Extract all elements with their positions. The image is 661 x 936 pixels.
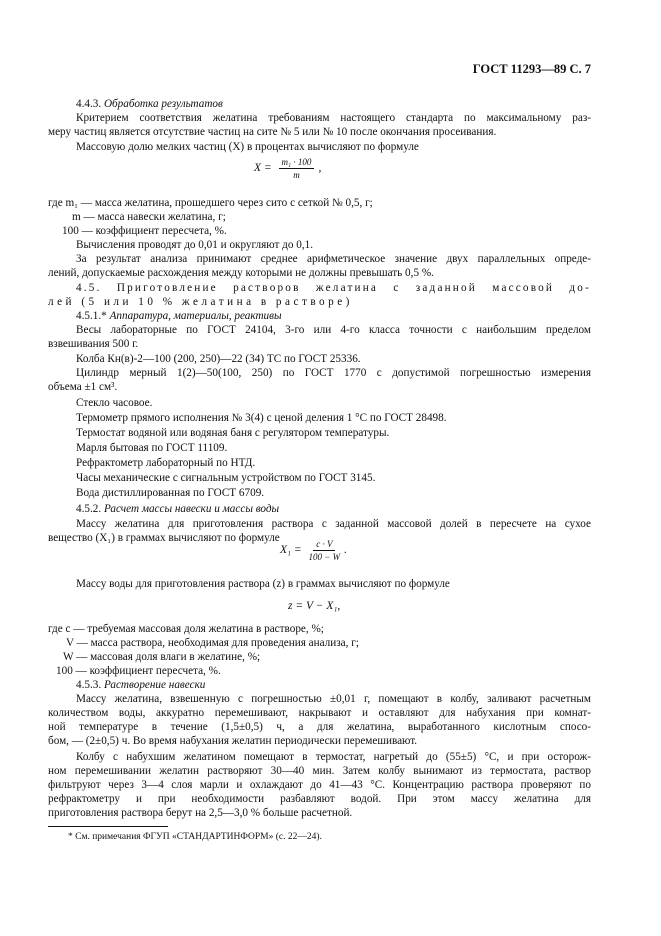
text-line: Термометр прямого исполнения № 3(4) с ценой деления 1 °С по ГОСТ 28498. xyxy=(76,412,447,424)
text-line: объема ±1 см³. xyxy=(48,381,118,393)
section-4-5-title: лей (5 или 10 % желатина в растворе) xyxy=(48,296,353,308)
formula-x1: X₁ = $\frac{c \cdot V}{100 - W}$ . xyxy=(280,539,347,562)
text-line: ной температуре в течение (1,5±0,5) ч, а для желатина, выработанного кислотным спосо- xyxy=(48,721,591,733)
text-line: лений, допускаемые расхождения между которыми не должны превышать 0,5 %. xyxy=(48,267,434,279)
legend-line: 100 — коэффициент пересчета, %. xyxy=(62,225,227,237)
formula-z: z = V − X₁, xyxy=(288,600,341,612)
text-line: За результат анализа принимают среднее арифметическое значение двух параллельных опреде- xyxy=(76,253,591,265)
text-line: Массу воды для приготовления раствора (z) в граммах вычисляют по формуле xyxy=(76,578,450,590)
text-line: Массу желатина, взвешенную с погрешностью ±0,01 г, помещают в колбу, заливают расчетным xyxy=(76,693,591,705)
formula-x: X = $\frac{\text{m₁ · 100}}{m}$ , xyxy=(254,157,322,180)
section-4-5-1: 4.5.1.* Аппаратура, материалы, реактивы xyxy=(76,310,282,322)
section-4-4-3: 4.4.3. Обработка результатов xyxy=(76,98,223,110)
section-4-5-title: 4.5. Приготовление растворов желатина с заданной массовой до- xyxy=(76,282,591,294)
legend-line: V — масса раствора, необходимая для проведения анализа, г; xyxy=(66,637,359,649)
text-line: Часы механические с сигнальным устройством по ГОСТ 3145. xyxy=(76,472,376,484)
text-line: Цилиндр мерный 1(2)—50(100, 250) по ГОСТ 1770 с допустимой погрешностью измерения xyxy=(76,367,591,379)
text-line: бом, — (2±0,5) ч. Во время набухания желатин периодически перемешивают. xyxy=(48,735,418,747)
footnote: * См. примечания ФГУП «СТАНДАРТИНФОРМ» (с. 22—24). xyxy=(68,832,322,842)
text-line: Весы лабораторные по ГОСТ 24104, 3-го или 4-го класса точности с наибольшим пределом xyxy=(76,324,591,336)
section-4-5-2: 4.5.2. Расчет массы навески и массы воды xyxy=(76,503,280,515)
text-line: Вода дистиллированная по ГОСТ 6709. xyxy=(76,487,265,499)
text-line: Рефрактометр лабораторный по НТД. xyxy=(76,457,256,469)
text-line: Колба Кн(в)-2—100 (200, 250)—22 (34) ТС по ГОСТ 25336. xyxy=(76,353,361,365)
text-line: рефрактометру и при необходимости разбавляют водой. При этом массу желатина для xyxy=(48,793,591,805)
text-line: Массовую долю мелких частиц (X) в процентах вычисляют по формуле xyxy=(76,141,419,153)
legend-line: m — масса навески желатина, г; xyxy=(72,211,226,223)
text-line: Колбу с набухшим желатином помещают в термостат, нагретый до (55±5) °С, и при осторож- xyxy=(76,751,591,763)
text-line: Вычисления проводят до 0,01 и округляют до 0,1. xyxy=(76,239,314,251)
text-line: меру частиц является отсутствие частиц на сите № 5 или № 10 после окончания просеивания. xyxy=(48,126,497,138)
page-header: ГОСТ 11293—89 С. 7 xyxy=(472,62,591,76)
legend-line: 100 — коэффициент пересчета, %. xyxy=(56,665,221,677)
text-line: Марля бытовая по ГОСТ 11109. xyxy=(76,442,228,454)
legend-line: где m₁ — масса желатина, прошедшего через сито с сеткой № 0,5, г; xyxy=(48,197,373,209)
section-4-5-3: 4.5.3. Растворение навески xyxy=(76,679,206,691)
text-line: вещество (X₁) в граммах вычисляют по формуле xyxy=(48,532,280,544)
text-line: ном перемешивании желатин растворяют 30—40 мин. Затем колбу вынимают из термостата, раствор xyxy=(48,765,591,777)
text-line: приготовления раствора берут на 2,5—3,0 % больше расчетной. xyxy=(48,807,353,819)
text-line: фильтруют через 3—4 слоя марли и охлаждают до 41—43 °С. Концентрацию раствора проверяют по xyxy=(48,779,591,791)
legend-line: где c — требуемая массовая доля желатина в растворе, %; xyxy=(48,623,324,635)
text-line: Стекло часовое. xyxy=(76,397,153,409)
text-line: Массу желатина для приготовления раствора с заданной массовой долей в пересчете на сухое xyxy=(76,518,591,530)
text-line: Термостат водяной или водяная баня с регулятором температуры. xyxy=(76,427,390,439)
text-line: Критерием соответствия желатина требованиям настоящего стандарта по максимальному раз- xyxy=(76,112,591,124)
text-line: количеством воды, аккуратно перемешивают, накрывают и оставляют для набухания при комнат- xyxy=(48,707,591,719)
legend-line: W — массовая доля влаги в желатине, %; xyxy=(63,651,261,663)
footnote-divider xyxy=(48,826,168,827)
text-line: взвешивания 500 г. xyxy=(48,338,139,350)
